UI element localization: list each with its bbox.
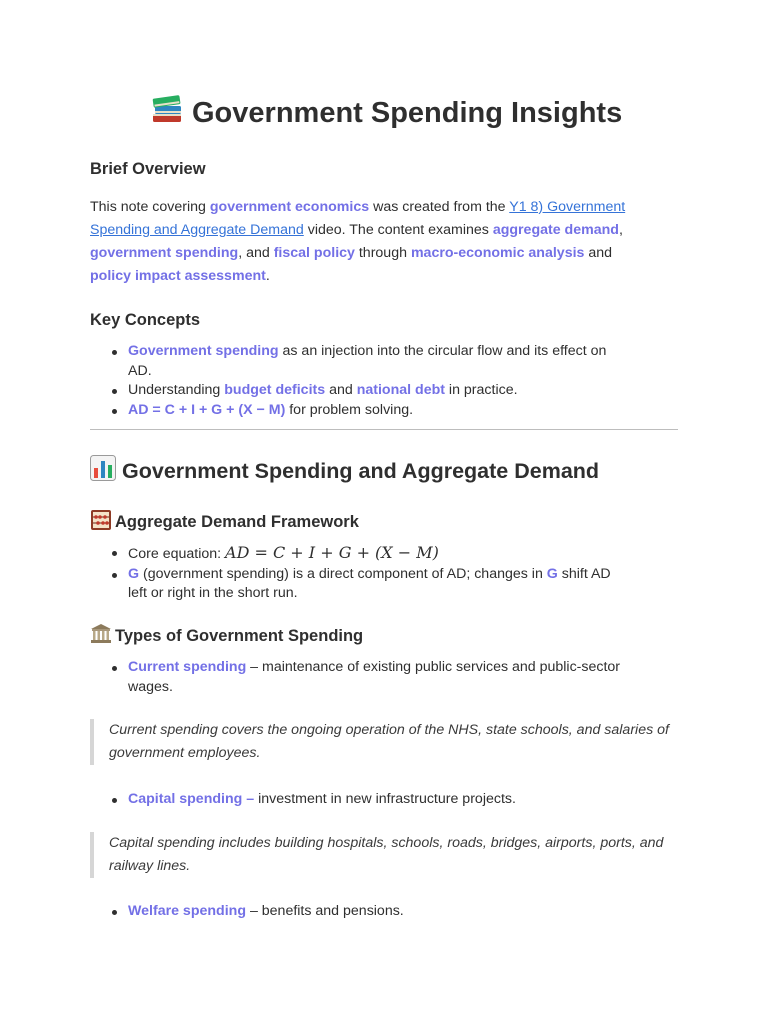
text-fragment: through — [354, 245, 411, 261]
list-item — [112, 565, 632, 604]
highlight-term: AD = C + I + G + (X − M) — [128, 401, 286, 418]
source-video-link[interactable]: Y1 8) Government Spending and Aggregate Demand — [90, 199, 626, 238]
capital-spending-quote: Capital spending includes building hospitals, schools, roads, bridges, airports, ports, and railway lines. — [90, 832, 670, 878]
list-item-text: Core equation: — [128, 546, 226, 562]
page-title — [150, 92, 622, 134]
highlight-term: G — [546, 565, 558, 582]
list-item-text: Understanding — [128, 382, 225, 398]
framework-heading-text: Aggregate Demand Framework — [115, 513, 359, 531]
list-item — [112, 790, 632, 810]
highlight-term: government spending — [90, 245, 239, 261]
text-fragment: , — [618, 222, 623, 238]
highlight-term: fiscal policy — [273, 245, 355, 261]
current-spending-quote: Current spending covers the ongoing operation of the NHS, state schools, and salaries of government employees. — [90, 719, 670, 765]
text-fragment: was created from the — [369, 199, 510, 215]
highlight-term: national debt — [356, 382, 445, 398]
highlight-term: G — [128, 565, 140, 582]
types-heading — [90, 623, 363, 650]
highlight-term: policy impact assessment — [90, 268, 266, 284]
framework-heading — [90, 509, 359, 536]
list-item-text: in practice. — [444, 382, 518, 398]
section-heading — [90, 455, 599, 487]
list-item — [112, 902, 632, 922]
welfare-spending-list — [112, 902, 632, 922]
bar-chart-icon — [90, 455, 116, 487]
text-fragment: , and — [238, 245, 274, 261]
key-concepts-heading: Key Concepts — [90, 311, 201, 329]
brief-overview-heading: Brief Overview — [90, 160, 206, 178]
list-item-text: – maintenance of existing public services and public-sector wages. — [128, 659, 621, 695]
current-spending-list — [112, 658, 632, 697]
highlight-term: budget deficits — [224, 382, 326, 398]
highlight-term: Capital spending – — [128, 791, 255, 807]
section-heading-text: Government Spending and Aggregate Demand — [122, 458, 600, 483]
list-item — [112, 401, 632, 421]
text-fragment: . — [265, 268, 270, 284]
list-item-text: shift AD left or right in the short run. — [128, 565, 611, 601]
list-item — [112, 342, 632, 381]
text-fragment: video. The content examines — [303, 222, 493, 238]
list-item-text: – benefits and pensions. — [246, 903, 404, 919]
brief-overview-paragraph — [90, 196, 650, 288]
text-fragment: This note covering — [90, 199, 210, 215]
core-equation: AD = C + I + G + (X − M) — [225, 543, 439, 562]
list-item-text: investment in new infrastructure projects. — [254, 791, 516, 807]
books-icon — [150, 92, 184, 134]
highlight-term: Welfare spending — [128, 903, 246, 919]
highlight-term: government economics — [209, 199, 370, 215]
page-title-text: Government Spending Insights — [192, 96, 623, 129]
list-item — [112, 543, 632, 565]
key-concepts-list — [112, 342, 632, 420]
list-item-text: for problem solving. — [285, 401, 414, 418]
highlight-term: Current spending — [128, 659, 247, 675]
list-item — [112, 658, 632, 697]
types-heading-text: Types of Government Spending — [115, 627, 364, 645]
list-item — [112, 381, 632, 401]
list-item-text: and — [325, 382, 357, 398]
list-item-text: as an injection into the circular flow and its effect on AD. — [128, 343, 607, 379]
list-item-text: (government spending) is a direct component of AD; changes in — [139, 565, 547, 582]
framework-list — [112, 543, 632, 604]
highlight-term: Government spending — [128, 343, 279, 359]
highlight-term: aggregate demand — [492, 222, 619, 238]
capital-spending-list — [112, 790, 632, 810]
classical-building-icon — [90, 623, 112, 650]
section-divider — [90, 429, 678, 430]
text-fragment: and — [584, 245, 613, 261]
abacus-icon — [90, 509, 112, 536]
highlight-term: macro-economic analysis — [410, 245, 585, 261]
